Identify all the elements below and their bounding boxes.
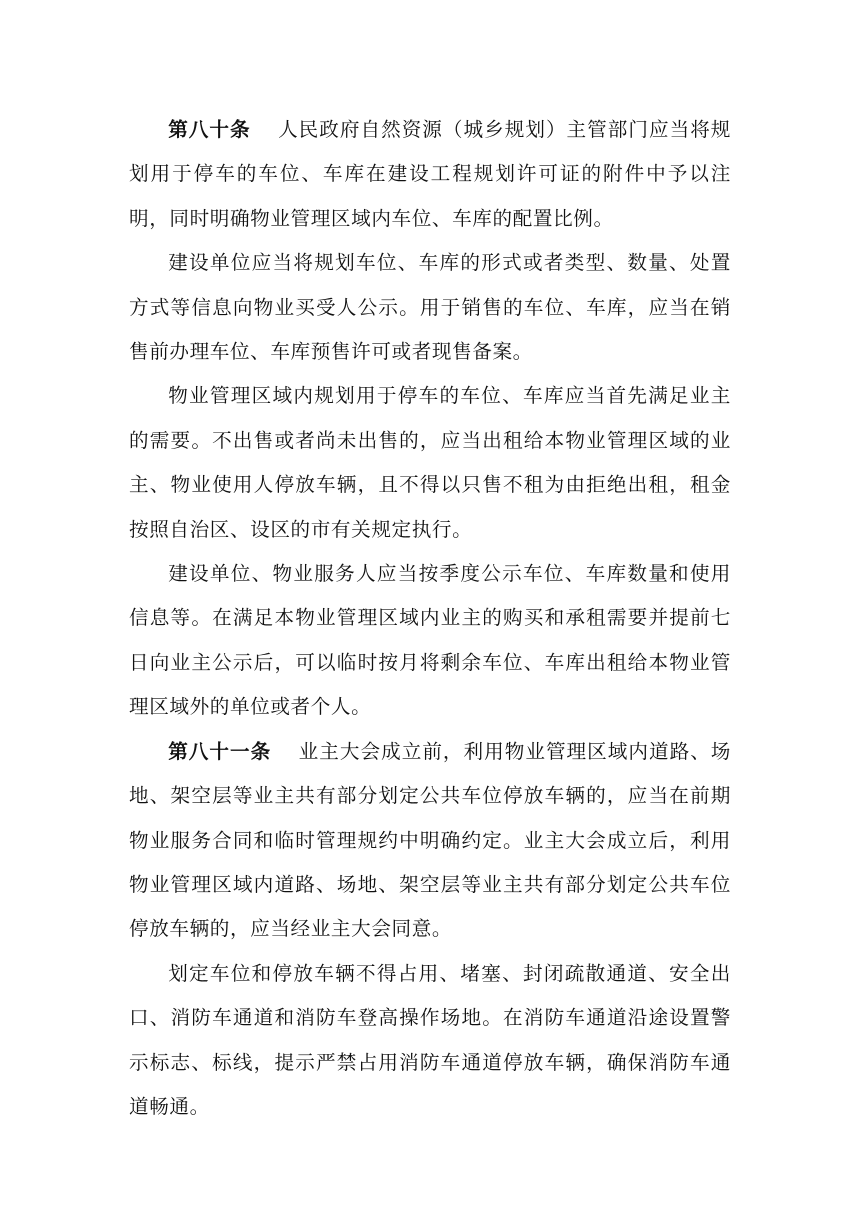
article-81-text-1: 业主大会成立前，利用物业管理区域内道路、场地、架空层等业主共有部分划定公共车位停放车辆的，应当在前期物业服务合同和临时管理规约中明确约定。业主大会成立后，利用物业管理区域内道路、场地、架空层等业主共有部分划定公共车位停放车辆的，应当经业主大会同意。 bbox=[129, 739, 732, 941]
article-81-paragraph-1 bbox=[129, 730, 731, 952]
article-81-paragraph-2: 划定车位和停放车辆不得占用、堵塞、封闭疏散通道、安全出口、消防车通道和消防车登高操作场地。在消防车通道沿途设置警示标志、标线，提示严禁占用消防车通道停放车辆，确保消防车通道畅通。 bbox=[129, 961, 731, 1118]
article-80-heading: 第八十条 bbox=[168, 118, 251, 141]
article-80-paragraph-2: 建设单位应当将规划车位、车库的形式或者类型、数量、处置方式等信息向物业买受人公示。用于销售的车位、车库，应当在销售前办理车位、车库预售许可或者现售备案。 bbox=[129, 251, 731, 364]
article-81-heading: 第八十一条 bbox=[168, 739, 272, 763]
article-80-text-1: 人民政府自然资源（城乡规划）主管部门应当将规划用于停车的车位、车库在建设工程规划许可证的附件中予以注明，同时明确物业管理区域内车位、车库的配置比例。 bbox=[129, 118, 731, 230]
article-80-paragraph-3: 物业管理区域内规划用于停车的车位、车库应当首先满足业主的需要。不出售或者尚未出售的，应当出租给本物业管理区域的业主、物业使用人停放车辆，且不得以只售不租为由拒绝出租，租金按照自治区、设区的市有关规定执行。 bbox=[129, 384, 731, 541]
document-page bbox=[129, 108, 731, 1129]
article-80-paragraph-4: 建设单位、物业服务人应当按季度公示车位、车库数量和使用信息等。在满足本物业管理区域内业主的购买和承租需要并提前七日向业主公示后，可以临时按月将剩余车位、车库出租给本物业管理区域外的单位或者个人。 bbox=[129, 562, 731, 719]
article-80-paragraph-1 bbox=[129, 108, 731, 241]
